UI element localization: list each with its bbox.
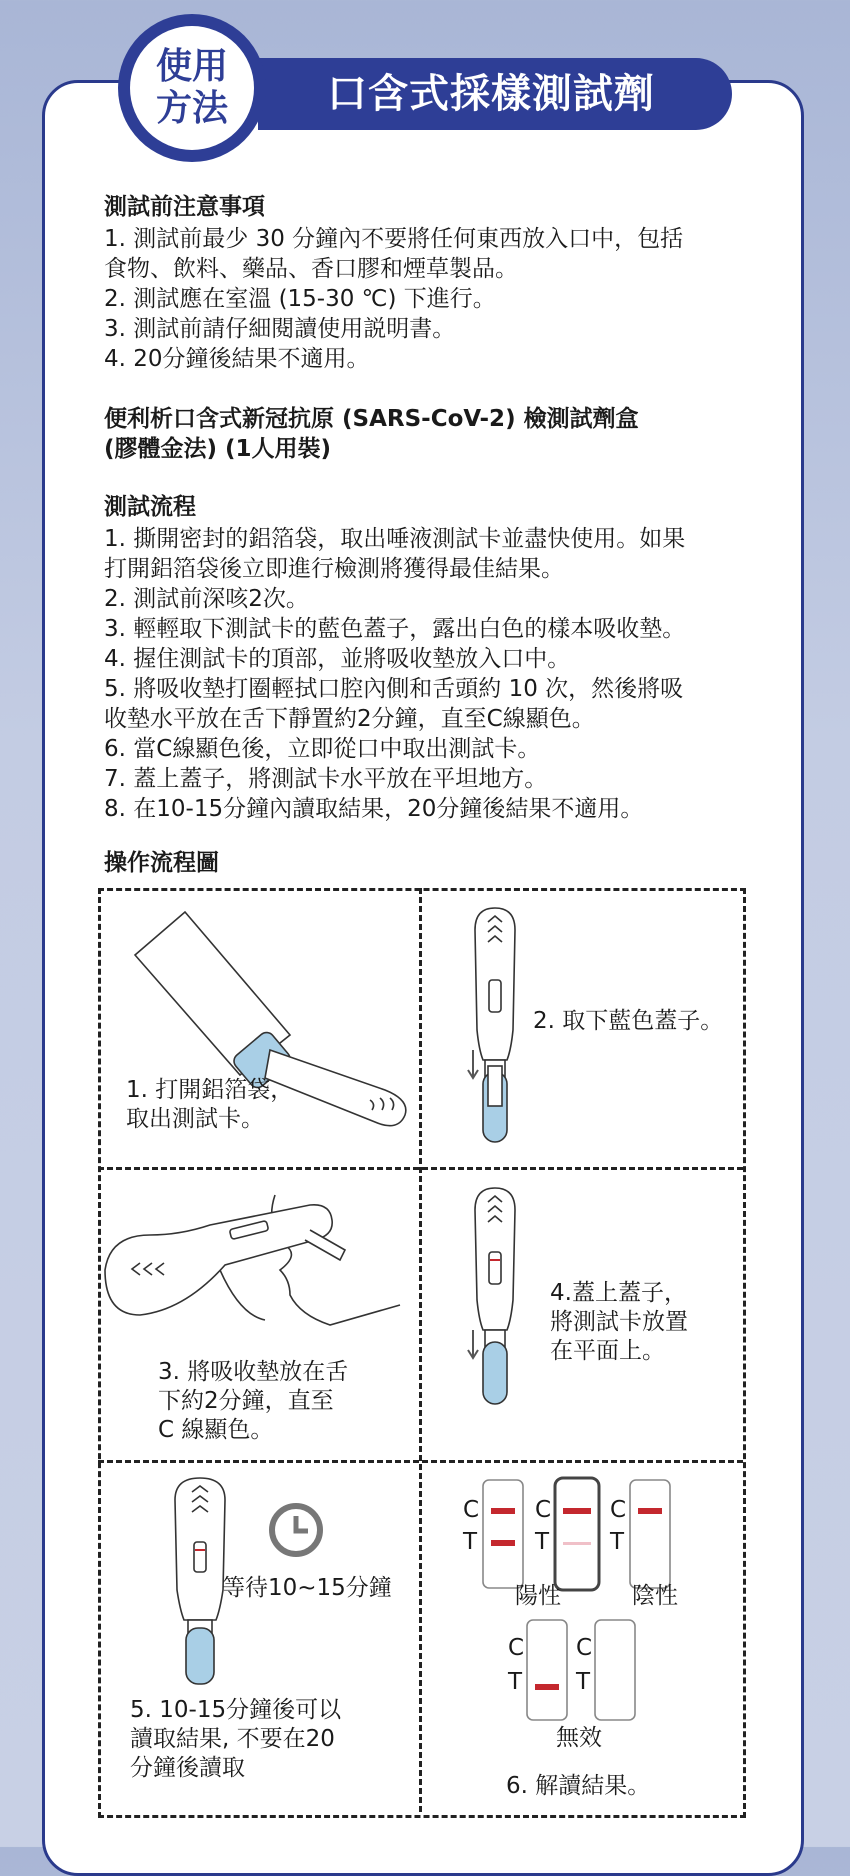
procedure-line: 8. 在10-15分鐘內讀取結果，20分鐘後結果不適用。 [104, 796, 644, 822]
negative-label: 陰性 [632, 1583, 678, 1609]
step-3-line: 下約2分鐘，直至 [158, 1388, 334, 1414]
test-card-capped-illustration [455, 1180, 535, 1430]
positive-t-line [491, 1540, 515, 1546]
step-5-line: 讀取結果, 不要在20 [130, 1726, 335, 1752]
flowchart-section [104, 848, 744, 880]
procedure-line: 5. 將吸收墊打圈輕拭口腔內側和舌頭約 10 次，然後將吸 [104, 676, 684, 702]
mouth-sampling-illustration [100, 1175, 420, 1365]
test-card-uncapped-illustration [455, 900, 535, 1150]
precautions-heading: 測試前注意事項 [104, 194, 265, 220]
precautions-section [104, 192, 744, 374]
invalid-label: 無效 [556, 1725, 602, 1751]
positive-label: 陽性 [515, 1583, 561, 1609]
clock-icon [266, 1500, 326, 1560]
step-3-line: 3. 將吸收墊放在舌 [158, 1359, 349, 1385]
product-name [104, 404, 744, 464]
t-label: T [508, 1669, 523, 1695]
c-label: C [463, 1497, 480, 1523]
negative-c-line [638, 1508, 662, 1514]
procedure-line: 2. 測試前深咳2次。 [104, 586, 309, 612]
badge-line-1: 使用 [155, 46, 228, 87]
step-3-line: C 線顯色。 [158, 1417, 274, 1443]
t-label: T [576, 1669, 591, 1695]
step-3-caption [158, 1358, 348, 1445]
procedure-line: 收墊水平放在舌下靜置約2分鐘，直至C線顯色。 [104, 706, 595, 732]
procedure-line: 4. 握住測試卡的頂部，並將吸收墊放入口中。 [104, 646, 571, 672]
procedure-line: 6. 當C線顯色後，立即從口中取出測試卡。 [104, 736, 541, 762]
precautions-line: 1. 測試前最少 30 分鐘內不要將任何東西放入口中，包括 [104, 226, 684, 252]
badge-line-2: 方法 [155, 88, 228, 129]
grid-divider-horizontal [98, 1167, 743, 1170]
procedure-line: 打開鋁箔袋後立即進行檢測將獲得最佳結果。 [104, 556, 564, 582]
procedure-heading: 測試流程 [104, 494, 196, 520]
step-1-caption [126, 1076, 293, 1134]
invalid-t-line [535, 1684, 559, 1690]
step-1-line: 1. 打開鋁箔袋， [126, 1077, 294, 1103]
step-4-caption [550, 1279, 688, 1366]
usage-badge-text [130, 26, 254, 150]
step-4-line: 在平面上。 [550, 1338, 665, 1364]
step-4-line: 將測試卡放置 [550, 1309, 688, 1335]
c-label: C [535, 1497, 552, 1523]
precautions-line: 食物、飲料、藥品、香口膠和煙草製品。 [104, 256, 518, 282]
step-5-line: 5. 10-15分鐘後可以 [130, 1697, 342, 1723]
step-1-line: 取出測試卡。 [126, 1106, 264, 1132]
precautions-line: 4. 20分鐘後結果不適用。 [104, 346, 370, 372]
precautions-line: 2. 測試應在室溫 (15-30 ℃) 下進行。 [104, 286, 496, 312]
grid-divider-horizontal [98, 1460, 743, 1463]
precautions-line: 3. 測試前請仔細閱讀使用説明書。 [104, 316, 456, 342]
step-5-caption [130, 1696, 341, 1783]
step-2-caption: 2. 取下藍色蓋子。 [533, 1008, 724, 1034]
positive-c-line [563, 1508, 591, 1514]
positive-c-line [491, 1508, 515, 1514]
page-title: 口含式採樣測試劑 [327, 71, 655, 117]
step-6-caption: 6. 解讀結果。 [506, 1773, 651, 1799]
c-label: C [508, 1635, 525, 1661]
step-5-line: 分鐘後讀取 [130, 1755, 245, 1781]
procedure-line: 1. 撕開密封的鋁箔袋，取出唾液測試卡並盡快使用。如果 [104, 526, 686, 552]
t-label: T [463, 1529, 478, 1555]
product-line: 便利析口含式新冠抗原 (SARS-CoV-2) 檢測試劑盒 [104, 406, 639, 432]
faint-t-line [563, 1542, 591, 1545]
step-4-line: 4.蓋上蓋子， [550, 1280, 687, 1306]
t-label: T [610, 1529, 625, 1555]
wait-time-label: 等待10~15分鐘 [222, 1575, 392, 1601]
procedure-section [104, 492, 744, 824]
procedure-line: 7. 蓋上蓋子，將測試卡水平放在平坦地方。 [104, 766, 548, 792]
t-label: T [535, 1529, 550, 1555]
product-line: (膠體金法) (1人用裝) [104, 436, 332, 462]
c-label: C [610, 1497, 627, 1523]
c-label: C [576, 1635, 593, 1661]
flowchart-heading: 操作流程圖 [104, 850, 219, 876]
procedure-line: 3. 輕輕取下測試卡的藍色蓋子，露出白色的樣本吸收墊。 [104, 616, 686, 642]
